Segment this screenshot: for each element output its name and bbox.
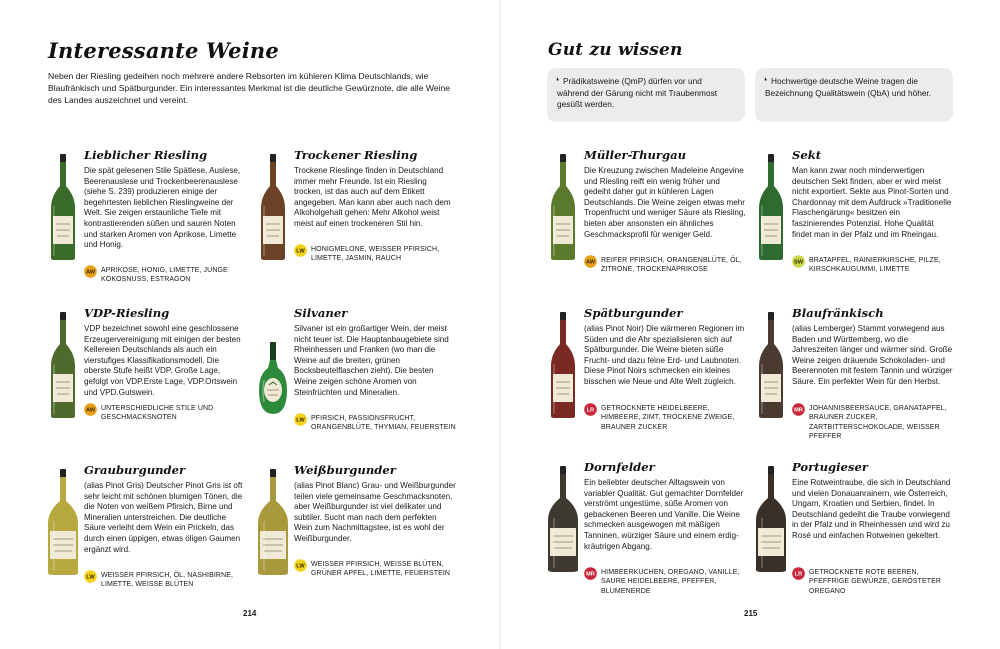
intro-paragraph: Neben der Riesling gedeihen noch mehrere andere Rebsorten im kühleren Klima Deutschlands, wie Blaufränkisch und Spätburgunder. Ein interessantes Merkmal ist die deutliche Gewürznote, die alle Weine des Landes auszeichnet und vereint. — [48, 71, 451, 105]
wine-entry — [756, 306, 956, 460]
wine-name: Silvaner — [294, 306, 348, 320]
svg-text:LR: LR — [794, 571, 803, 578]
svg-text:SW: SW — [793, 259, 804, 266]
wine-name: Sekt — [792, 148, 822, 162]
wine-bottle-icon — [756, 310, 786, 425]
wine-description: VDP bezeichnet sowohl eine geschlossene Erzeugervereinigung mit einigen der besten Kellereien Deutschlands als auch ein vierstufiges Klassifikationsmodell. Die oberste Stufe heißt VDP. Große Lage, gefolgt von VDP.Erste Lage, VDP.Ortswein und VPD.Gutswein. — [84, 324, 241, 397]
svg-text:LW: LW — [86, 574, 95, 581]
wine-style-badge-icon — [792, 567, 805, 580]
svg-text:AW: AW — [585, 259, 596, 266]
tip-box-1 — [547, 68, 745, 122]
svg-text:LR: LR — [586, 407, 595, 414]
wine-name: Spätburgunder — [584, 306, 683, 320]
svg-text:MR: MR — [794, 407, 803, 414]
wine-bottle-icon — [548, 464, 578, 579]
wine-description: Die spät gelesenen Stile Spätlese, Auslese, Beerenauslese und Trockenbeerenauslese (siehe S. 239) produzieren einige der begehrtesten lieblichen Rieslingweine der Welt. Sie zeigen erstaunliche Tiefe mit kontrastierenden süßen und sauren Noten und starken Aromen von Aprikose, Limette und Honig. — [84, 166, 241, 250]
tip-text-2: Hochwertige deutsche Weine tragen die Bezeichnung Qualitätswein (QbA) und höher. — [765, 76, 932, 98]
wine-entry — [756, 148, 956, 302]
wine-description: (alias Pinot Blanc) Grau- und Weißburgunder teilen viele gemeinsame Geschmacksnoten, aber Weißburgunder ist viel delikater und subtiler. Sucht man nach dem perfekten Wein zum Nachmittagstee, ist es wohl der Weißburgunder. — [294, 481, 456, 543]
flavor-notes-text: HIMBEERKUCHEN, OREGANO, VANILLE, SAURE HEIDELBEERE, PFEFFER, BLUMENERDE — [601, 569, 740, 595]
wine-style-badge-icon — [294, 413, 307, 426]
wine-name: Blaufränkisch — [792, 306, 884, 320]
svg-text:AW: AW — [85, 407, 96, 414]
svg-text:LW: LW — [296, 563, 305, 570]
wine-style-badge-icon — [792, 255, 805, 268]
wine-description: Trockene Rieslinge finden in Deutschland immer mehr Freunde. Ist ein Riesling trocken, ist das auch auf dem Etikett angegeben. Man kann aber auch nach dem Alkoholgehalt gehen: Mehr Alkohol weist meist auf einen trockeneren Stil hin. — [294, 166, 451, 228]
quote-icon: ❛ — [556, 76, 560, 86]
flavor-notes-text: WEISSER PFIRSICH, ÖL, NASHIBIRNE, LIMETTE, WEISSE BLÜTEN — [101, 572, 234, 589]
wine-bottle-icon — [48, 152, 78, 267]
wine-bottle-icon — [258, 340, 288, 421]
page-gutter — [499, 0, 501, 649]
right-page-title: Gut zu wissen — [548, 40, 683, 60]
wine-bottle-icon — [756, 152, 786, 267]
wine-name: VDP-Riesling — [84, 306, 170, 320]
flavor-notes-text: UNTERSCHIEDLICHE STILE UND GESCHMACKSNOTEN — [101, 405, 214, 422]
left-page-title: Interessante Weine — [48, 38, 279, 63]
wine-bottle-icon — [48, 467, 78, 582]
wine-style-badge-icon — [84, 570, 97, 583]
flavor-notes-text: HONIGMELONE, WEISSER PFIRSICH, LIMETTE, JASMIN, RAUCH — [311, 246, 440, 263]
flavor-notes-text: PFIRSICH, PASSIONSFRUCHT, ORANGENBLÜTE, THYMIAN, FEUERSTEIN — [311, 415, 456, 432]
wine-name: Portugieser — [792, 460, 868, 474]
wine-description: (alias Lemberger) Stammt vorwiegend aus Baden und Württemberg, wo die Jahreszeiten länger und wärmer sind. Große Weine zeigen dräuende Schokoladen- und Beerennoten mit festem Tannin und würziger Säure. Ein perfekter Wein für den Herbst. — [792, 324, 953, 386]
tip-text-1: Prädikatsweine (QmP) dürfen vor und während der Gärung nicht mit Traubenmost gesüßt werden. — [557, 76, 718, 109]
wine-style-badge-icon — [584, 255, 597, 268]
wine-style-badge-icon — [294, 559, 307, 572]
wine-name: Grauburgunder — [84, 463, 186, 477]
wine-description: Man kann zwar noch minderwertigen deutschen Sekt finden, aber er wird meist nicht exportiert. Sekte aus Pinot-Sorten und Chardonnay mit dem Aufdruck »Traditionelle Flaschengärung« besitzen ein faszinierendes Potenzial. Hohe Qualität findet man in der Pfalz und im Rheingau. — [792, 166, 952, 239]
wine-bottle-icon — [548, 152, 578, 267]
wine-entry — [48, 148, 248, 302]
wine-bottle-icon — [48, 310, 78, 425]
wine-description: Eine Rotweintraube, die sich in Deutschland und vielen Donauanrainern, wie Österreich, Ungarn, Kroatien und Serbien, findet. In Deutschland gedeiht die Traube vorwiegend in der Pfalz und in Rheinhessen und wird zu Rosé und einfachen Rotweinen gekeltert. — [792, 478, 951, 540]
wine-style-badge-icon — [584, 403, 597, 416]
wine-entry — [548, 148, 748, 302]
wine-entry — [258, 463, 458, 617]
wine-style-badge-icon — [84, 265, 97, 278]
flavor-notes-text: APRIKOSE, HONIG, LIMETTE, JUNGE KOKOSNUSS, ESTRAGON — [101, 267, 228, 284]
flavor-notes-text: GETROCKNETE HEIDELBEERE, HIMBEERE, ZIMT, TROCKENE ZWEIGE, BRAUNER ZUCKER — [601, 405, 735, 431]
wine-name: Lieblicher Riesling — [84, 148, 208, 162]
wine-bottle-icon — [756, 464, 786, 579]
tip-box-2 — [755, 68, 953, 122]
wine-entry — [548, 306, 748, 460]
svg-text:AW: AW — [85, 269, 96, 276]
wine-name: Müller-Thurgau — [584, 148, 687, 162]
wine-entry — [756, 460, 956, 614]
svg-text:LW: LW — [296, 417, 305, 424]
wine-entry — [48, 463, 248, 617]
wine-bottle-icon — [258, 467, 288, 582]
wine-style-badge-icon — [294, 244, 307, 257]
wine-entry — [258, 148, 458, 302]
wine-entry — [48, 306, 248, 460]
wine-style-badge-icon — [84, 403, 97, 416]
svg-text:LW: LW — [296, 248, 305, 255]
wine-entry — [548, 460, 748, 614]
page-number-left: 214 — [243, 609, 257, 618]
wine-name: Trockener Riesling — [294, 148, 418, 162]
wine-style-badge-icon — [584, 567, 597, 580]
flavor-notes-text: BRATAPFEL, RAINIERKIRSCHE, PILZE, KIRSCHKAUGUMMI, LIMETTE — [809, 257, 941, 274]
wine-description: Die Kreuzung zwischen Madeleine Angevine und Riesling reift ein wenig früher und gedeiht daher gut in kühleren Lagen Deutschlands. Die Weine zeigen etwas mehr Tropenfrucht und weniger Säure als Riesling, bieten aber ansonsten ein ähnliches Geschmacksprofil für weniger Geld. — [584, 166, 746, 239]
wine-bottle-icon — [258, 152, 288, 267]
flavor-notes-text: WEISSER PFIRSICH, WEISSE BLÜTEN, GRÜNER APFEL, LIMETTE, FEUERSTEIN — [311, 561, 451, 578]
wine-description: (alias Pinot Gris) Deutscher Pinot Gris ist oft sehr leicht mit schönen blumigen Tönen, die die Noten von weißem Pfirsich, Birne und Mineralien unterstreichen. Die deutliche Säure verleiht dem Wein ein Prickeln, das durch einen üppigen, etwas öligen Gaumen ergänzt wird. — [84, 481, 243, 554]
wine-entry — [258, 306, 458, 460]
wine-description: Ein beliebter deutscher Alltagswein von variabler Qualität. Gut gemachter Dornfelder verströmt ungestüme, süße Aromen von gebackenen Beeren und Vanille. Die Weine schmecken ausgewogen mit mäßigen Tanninen, würziger Säure und einem erdig-kräutrigen Abgang. — [584, 478, 744, 551]
wine-bottle-icon — [548, 310, 578, 425]
wine-name: Dornfelder — [584, 460, 655, 474]
quote-icon: ❛ — [764, 76, 768, 86]
svg-text:MR: MR — [586, 571, 595, 578]
flavor-notes-text: REIFER PFIRSICH, ORANGENBLÜTE, ÖL, ZITRONE, TROCKENAPRIKOSE — [601, 257, 742, 274]
wine-style-badge-icon — [792, 403, 805, 416]
wine-name: Weißburgunder — [294, 463, 396, 477]
flavor-notes-text: GETROCKNETE ROTE BEEREN, PFEFFRIGE GEWÜRZE, GERÖSTETER OREGANO — [809, 569, 942, 595]
page-number-right: 215 — [744, 609, 758, 618]
flavor-notes-text: JOHANNISBEERSAUCE, GRANATAPFEL, BRAUNER ZUCKER, ZARTBITTERSCHOKOLADE, WEISSER PFEFFER — [809, 405, 947, 440]
wine-description: Silvaner ist ein großartiger Wein, der meist nicht teuer ist. Die Hauptanbaugebiete sind Rheinhessen und Franken (wo man die Weine auf die breiten, grünen Bocksbeutelflaschen zieht). Die besten Weine zeigen schöne Aromen von Steinfrüchten und Mineralien. — [294, 324, 449, 397]
wine-description: (alias Pinot Noir) Die wärmeren Regionen im Süden und die Ahr spezialisieren sich auf Spätburgunder. Die Weine bieten süße Frucht- und dazu feine Erd- und Laubnoten. Diese Pinot Noirs schmecken ein kleines bisschen wie Neue und Alte Welt zugleich. — [584, 324, 745, 386]
